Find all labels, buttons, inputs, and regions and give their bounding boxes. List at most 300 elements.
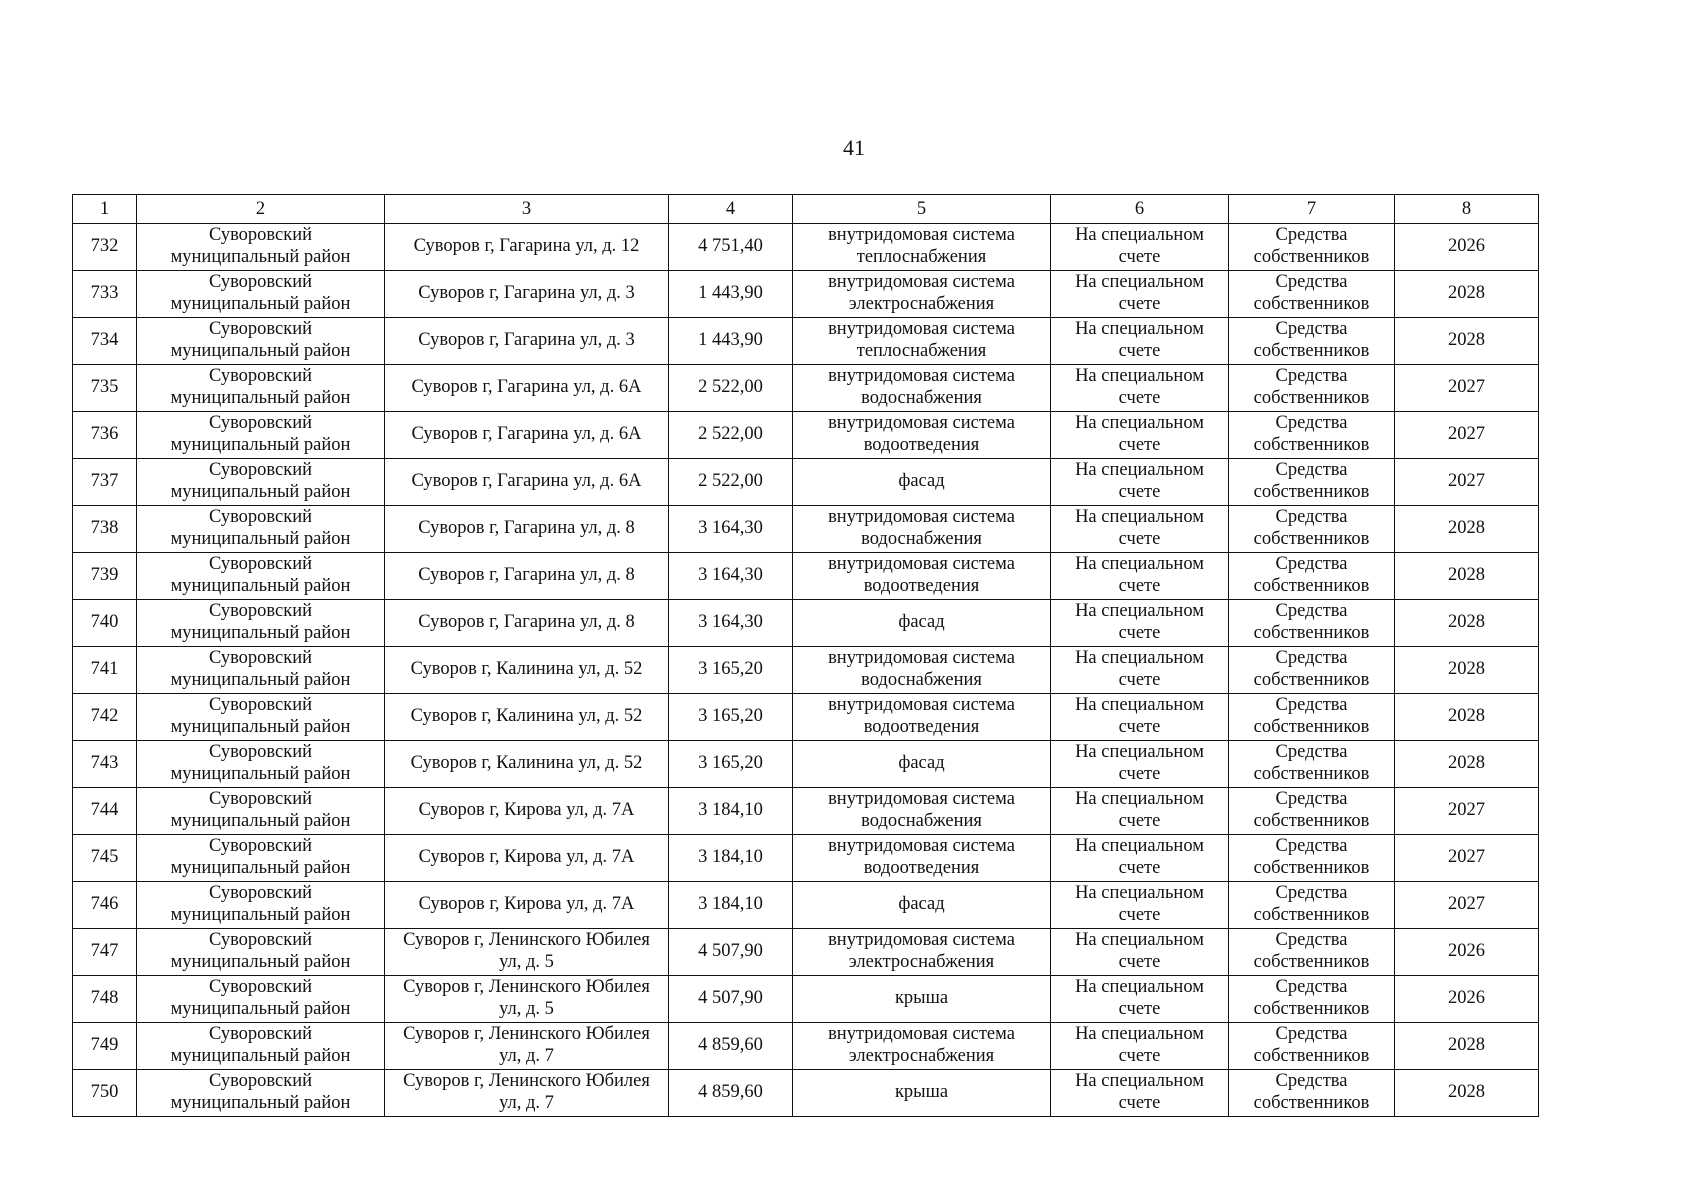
work-type-cell-line: водоснабжения [861, 528, 982, 549]
funding-source-cell [1229, 365, 1395, 412]
table-row [73, 835, 1539, 882]
funding-source-cell-line: Средства [1275, 601, 1348, 621]
row-number-cell: 746 [73, 882, 137, 929]
account-method-cell-line: На специальном [1075, 789, 1204, 809]
account-method-cell-line: На специальном [1075, 977, 1204, 997]
funding-source-cell-line: Средства [1275, 1071, 1348, 1091]
funding-source-cell [1229, 224, 1395, 271]
year-cell: 2027 [1395, 835, 1539, 882]
account-method-cell-line: На специальном [1075, 648, 1204, 668]
table-row [73, 788, 1539, 835]
table-row [73, 600, 1539, 647]
funding-source-cell [1229, 271, 1395, 318]
address-cell [385, 694, 669, 741]
area-cell: 4 507,90 [669, 976, 793, 1023]
address-cell-line: Суворов г, Гагарина ул, д. 3 [418, 329, 635, 350]
work-type-cell-line: внутридомовая система [828, 648, 1015, 668]
district-cell-line: Суворовский [208, 366, 313, 386]
work-type-cell-line: внутридомовая система [828, 836, 1015, 856]
funding-source-cell-line: Средства [1275, 272, 1348, 292]
account-method-cell [1051, 976, 1229, 1023]
area-cell: 3 165,20 [669, 741, 793, 788]
table-row [73, 318, 1539, 365]
district-cell-line: Суворовский [208, 1071, 313, 1091]
district-cell-line: Суворовский [208, 272, 313, 292]
account-method-cell [1051, 929, 1229, 976]
work-type-cell-line: внутридомовая система [828, 554, 1015, 574]
row-number-cell: 736 [73, 412, 137, 459]
column-header-4: 4 [669, 195, 793, 224]
funding-source-cell-line: собственников [1253, 575, 1370, 596]
table-row [73, 976, 1539, 1023]
year-cell: 2026 [1395, 976, 1539, 1023]
district-cell-line: Суворовский [208, 836, 313, 856]
address-cell-line: ул, д. 7 [499, 1092, 554, 1113]
year-cell: 2028 [1395, 1023, 1539, 1070]
address-cell-line: Суворов г, Калинина ул, д. 52 [410, 752, 643, 773]
work-type-cell [793, 788, 1051, 835]
funding-source-cell-line: собственников [1253, 810, 1370, 831]
account-method-cell [1051, 882, 1229, 929]
funding-source-cell-line: собственников [1253, 951, 1370, 972]
work-type-cell-line: водоснабжения [861, 810, 982, 831]
district-cell [137, 318, 385, 365]
district-cell [137, 506, 385, 553]
district-cell [137, 647, 385, 694]
district-cell [137, 788, 385, 835]
account-method-cell-line: счете [1118, 716, 1161, 737]
work-type-cell [793, 271, 1051, 318]
year-cell: 2026 [1395, 929, 1539, 976]
work-type-cell-line: фасад [898, 611, 945, 632]
year-cell: 2027 [1395, 882, 1539, 929]
district-cell [137, 600, 385, 647]
work-type-cell-line: внутридомовая система [828, 366, 1015, 386]
account-method-cell [1051, 835, 1229, 882]
year-cell: 2028 [1395, 741, 1539, 788]
work-type-cell-line: внутридомовая система [828, 789, 1015, 809]
column-header-6: 6 [1051, 195, 1229, 224]
district-cell-line: муниципальный район [170, 669, 351, 690]
district-cell-line: Суворовский [208, 507, 313, 527]
account-method-cell [1051, 412, 1229, 459]
address-cell [385, 1023, 669, 1070]
address-cell-line: Суворов г, Гагарина ул, д. 6А [411, 423, 642, 444]
district-cell-line: муниципальный район [170, 904, 351, 925]
row-number-cell: 734 [73, 318, 137, 365]
account-method-cell-line: На специальном [1075, 695, 1204, 715]
district-cell [137, 271, 385, 318]
account-method-cell-line: счете [1118, 575, 1161, 596]
table-row [73, 224, 1539, 271]
district-cell-line: Суворовский [208, 742, 313, 762]
district-cell-line: муниципальный район [170, 810, 351, 831]
row-number-cell: 749 [73, 1023, 137, 1070]
address-cell [385, 506, 669, 553]
work-type-cell [793, 459, 1051, 506]
area-cell: 3 184,10 [669, 882, 793, 929]
funding-source-cell-line: собственников [1253, 669, 1370, 690]
district-cell-line: Суворовский [208, 1024, 313, 1044]
district-cell-line: муниципальный район [170, 998, 351, 1019]
funding-source-cell-line: собственников [1253, 904, 1370, 925]
address-cell [385, 318, 669, 365]
area-cell: 3 184,10 [669, 835, 793, 882]
district-cell-line: Суворовский [208, 225, 313, 245]
funding-source-cell-line: собственников [1253, 528, 1370, 549]
work-type-cell [793, 882, 1051, 929]
row-number-cell: 745 [73, 835, 137, 882]
district-cell-line: Суворовский [208, 930, 313, 950]
work-type-cell-line: внутридомовая система [828, 1024, 1015, 1044]
funding-source-cell-line: Средства [1275, 883, 1348, 903]
funding-source-cell [1229, 459, 1395, 506]
funding-source-cell-line: Средства [1275, 319, 1348, 339]
account-method-cell [1051, 506, 1229, 553]
account-method-cell-line: счете [1118, 810, 1161, 831]
row-number-cell: 747 [73, 929, 137, 976]
district-cell-line: муниципальный район [170, 434, 351, 455]
year-cell: 2028 [1395, 600, 1539, 647]
column-header-7: 7 [1229, 195, 1395, 224]
table-row [73, 929, 1539, 976]
funding-source-cell-line: Средства [1275, 695, 1348, 715]
funding-source-cell-line: Средства [1275, 554, 1348, 574]
address-cell-line: Суворов г, Ленинского Юбилея [403, 977, 650, 997]
work-type-cell [793, 600, 1051, 647]
funding-source-cell-line: собственников [1253, 763, 1370, 784]
funding-source-cell-line: собственников [1253, 246, 1370, 267]
address-cell [385, 224, 669, 271]
address-cell [385, 412, 669, 459]
work-type-cell [793, 835, 1051, 882]
year-cell: 2028 [1395, 1070, 1539, 1117]
work-type-cell-line: водоснабжения [861, 669, 982, 690]
account-method-cell-line: счете [1118, 763, 1161, 784]
funding-source-cell-line: Средства [1275, 507, 1348, 527]
column-header-2: 2 [137, 195, 385, 224]
year-cell: 2027 [1395, 365, 1539, 412]
year-cell: 2026 [1395, 224, 1539, 271]
funding-source-cell [1229, 694, 1395, 741]
address-cell-line: ул, д. 7 [499, 1045, 554, 1066]
account-method-cell-line: счете [1118, 622, 1161, 643]
account-method-cell-line: На специальном [1075, 460, 1204, 480]
address-cell [385, 271, 669, 318]
funding-source-cell-line: собственников [1253, 387, 1370, 408]
account-method-cell [1051, 365, 1229, 412]
account-method-cell-line: счете [1118, 1045, 1161, 1066]
work-type-cell [793, 976, 1051, 1023]
account-method-cell-line: На специальном [1075, 1071, 1204, 1091]
account-method-cell-line: На специальном [1075, 836, 1204, 856]
work-type-cell [793, 1023, 1051, 1070]
address-cell [385, 882, 669, 929]
area-cell: 3 164,30 [669, 506, 793, 553]
area-cell: 1 443,90 [669, 318, 793, 365]
work-type-cell-line: электроснабжения [848, 293, 995, 314]
funding-source-cell [1229, 1070, 1395, 1117]
row-number-cell: 735 [73, 365, 137, 412]
account-method-cell-line: На специальном [1075, 272, 1204, 292]
address-cell-line: Суворов г, Гагарина ул, д. 3 [418, 282, 635, 303]
district-cell [137, 459, 385, 506]
funding-source-cell-line: собственников [1253, 716, 1370, 737]
account-method-cell-line: счете [1118, 340, 1161, 361]
work-type-cell [793, 412, 1051, 459]
district-cell-line: муниципальный район [170, 951, 351, 972]
address-cell-line: Суворов г, Гагарина ул, д. 8 [418, 564, 635, 585]
address-cell [385, 1070, 669, 1117]
funding-source-cell-line: собственников [1253, 622, 1370, 643]
work-type-cell-line: теплоснабжения [856, 246, 987, 267]
work-type-cell-line: фасад [898, 752, 945, 773]
account-method-cell-line: счете [1118, 857, 1161, 878]
address-cell-line: Суворов г, Ленинского Юбилея [403, 1071, 650, 1091]
account-method-cell-line: счете [1118, 387, 1161, 408]
account-method-cell-line: счете [1118, 669, 1161, 690]
address-cell-line: Суворов г, Ленинского Юбилея [403, 1024, 650, 1044]
account-method-cell [1051, 788, 1229, 835]
work-type-cell [793, 1070, 1051, 1117]
area-cell: 4 507,90 [669, 929, 793, 976]
account-method-cell-line: На специальном [1075, 930, 1204, 950]
district-cell-line: Суворовский [208, 977, 313, 997]
account-method-cell-line: счете [1118, 246, 1161, 267]
work-type-cell [793, 694, 1051, 741]
funding-source-cell-line: собственников [1253, 1092, 1370, 1113]
table-row [73, 506, 1539, 553]
work-type-cell-line: крыша [894, 987, 949, 1008]
funding-source-cell-line: собственников [1253, 857, 1370, 878]
year-cell: 2027 [1395, 788, 1539, 835]
area-cell: 2 522,00 [669, 459, 793, 506]
column-header-5: 5 [793, 195, 1051, 224]
funding-source-cell [1229, 647, 1395, 694]
address-cell [385, 647, 669, 694]
work-type-cell-line: внутридомовая система [828, 272, 1015, 292]
district-cell [137, 412, 385, 459]
funding-source-cell-line: Средства [1275, 977, 1348, 997]
district-cell [137, 1070, 385, 1117]
account-method-cell-line: На специальном [1075, 413, 1204, 433]
capital-repair-table [72, 194, 1539, 1117]
work-type-cell-line: электроснабжения [848, 1045, 995, 1066]
account-method-cell-line: На специальном [1075, 601, 1204, 621]
table-row [73, 271, 1539, 318]
funding-source-cell-line: Средства [1275, 413, 1348, 433]
work-type-cell [793, 506, 1051, 553]
account-method-cell-line: счете [1118, 293, 1161, 314]
header-row [73, 195, 1539, 224]
row-number-cell: 742 [73, 694, 137, 741]
row-number-cell: 739 [73, 553, 137, 600]
work-type-cell-line: водоотведения [863, 716, 980, 737]
year-cell: 2028 [1395, 506, 1539, 553]
district-cell-line: муниципальный район [170, 293, 351, 314]
work-type-cell-line: внутридомовая система [828, 695, 1015, 715]
table-body [73, 224, 1539, 1117]
district-cell-line: Суворовский [208, 413, 313, 433]
funding-source-cell [1229, 506, 1395, 553]
district-cell [137, 694, 385, 741]
table-row [73, 459, 1539, 506]
table-row [73, 882, 1539, 929]
district-cell-line: муниципальный район [170, 857, 351, 878]
address-cell [385, 788, 669, 835]
work-type-cell-line: внутридомовая система [828, 413, 1015, 433]
funding-source-cell-line: Средства [1275, 460, 1348, 480]
column-header-3: 3 [385, 195, 669, 224]
page-number: 41 [843, 135, 865, 160]
district-cell [137, 976, 385, 1023]
funding-source-cell-line: Средства [1275, 742, 1348, 762]
row-number-cell: 741 [73, 647, 137, 694]
address-cell-line: Суворов г, Гагарина ул, д. 6А [411, 376, 642, 397]
district-cell-line: муниципальный район [170, 528, 351, 549]
funding-source-cell [1229, 835, 1395, 882]
address-cell [385, 741, 669, 788]
address-cell-line: Суворов г, Гагарина ул, д. 8 [418, 517, 635, 538]
work-type-cell-line: внутридомовая система [828, 225, 1015, 245]
row-number-cell: 738 [73, 506, 137, 553]
table-row [73, 741, 1539, 788]
work-type-cell-line: водоотведения [863, 434, 980, 455]
year-cell: 2028 [1395, 271, 1539, 318]
work-type-cell-line: водоснабжения [861, 387, 982, 408]
district-cell-line: муниципальный район [170, 340, 351, 361]
account-method-cell-line: На специальном [1075, 554, 1204, 574]
row-number-cell: 733 [73, 271, 137, 318]
district-cell-line: муниципальный район [170, 1092, 351, 1113]
area-cell: 4 859,60 [669, 1023, 793, 1070]
year-cell: 2028 [1395, 318, 1539, 365]
table-row [73, 1023, 1539, 1070]
funding-source-cell-line: собственников [1253, 293, 1370, 314]
area-cell: 3 164,30 [669, 553, 793, 600]
account-method-cell-line: счете [1118, 998, 1161, 1019]
table-row [73, 647, 1539, 694]
row-number-cell: 743 [73, 741, 137, 788]
district-cell-line: муниципальный район [170, 1045, 351, 1066]
funding-source-cell [1229, 553, 1395, 600]
funding-source-cell-line: Средства [1275, 930, 1348, 950]
district-cell-line: Суворовский [208, 648, 313, 668]
funding-source-cell-line: Средства [1275, 366, 1348, 386]
area-cell: 4 859,60 [669, 1070, 793, 1117]
area-cell: 3 165,20 [669, 694, 793, 741]
district-cell-line: Суворовский [208, 460, 313, 480]
row-number-cell: 744 [73, 788, 137, 835]
address-cell-line: Суворов г, Калинина ул, д. 52 [410, 658, 643, 679]
address-cell-line: Суворов г, Гагарина ул, д. 6А [411, 470, 642, 491]
address-cell [385, 976, 669, 1023]
work-type-cell-line: фасад [898, 470, 945, 491]
account-method-cell-line: счете [1118, 904, 1161, 925]
account-method-cell-line: На специальном [1075, 883, 1204, 903]
funding-source-cell-line: Средства [1275, 789, 1348, 809]
table-row [73, 412, 1539, 459]
district-cell-line: Суворовский [208, 695, 313, 715]
work-type-cell-line: внутридомовая система [828, 319, 1015, 339]
district-cell-line: муниципальный район [170, 387, 351, 408]
address-cell [385, 365, 669, 412]
row-number-cell: 737 [73, 459, 137, 506]
district-cell [137, 365, 385, 412]
work-type-cell [793, 741, 1051, 788]
year-cell: 2027 [1395, 412, 1539, 459]
account-method-cell-line: счете [1118, 951, 1161, 972]
account-method-cell [1051, 318, 1229, 365]
account-method-cell-line: счете [1118, 1092, 1161, 1113]
funding-source-cell [1229, 741, 1395, 788]
district-cell-line: муниципальный район [170, 246, 351, 267]
district-cell-line: муниципальный район [170, 481, 351, 502]
funding-source-cell [1229, 929, 1395, 976]
work-type-cell [793, 647, 1051, 694]
district-cell [137, 929, 385, 976]
funding-source-cell [1229, 976, 1395, 1023]
account-method-cell-line: На специальном [1075, 742, 1204, 762]
work-type-cell-line: внутридомовая система [828, 930, 1015, 950]
funding-source-cell-line: собственников [1253, 998, 1370, 1019]
account-method-cell [1051, 694, 1229, 741]
column-header-1: 1 [73, 195, 137, 224]
account-method-cell-line: На специальном [1075, 366, 1204, 386]
area-cell: 2 522,00 [669, 412, 793, 459]
address-cell [385, 459, 669, 506]
funding-source-cell-line: Средства [1275, 836, 1348, 856]
account-method-cell-line: На специальном [1075, 507, 1204, 527]
account-method-cell [1051, 1023, 1229, 1070]
funding-source-cell-line: собственников [1253, 340, 1370, 361]
account-method-cell-line: На специальном [1075, 225, 1204, 245]
address-cell [385, 600, 669, 647]
district-cell-line: муниципальный район [170, 575, 351, 596]
account-method-cell [1051, 647, 1229, 694]
funding-source-cell [1229, 318, 1395, 365]
funding-source-cell-line: собственников [1253, 1045, 1370, 1066]
district-cell [137, 224, 385, 271]
address-cell-line: ул, д. 5 [499, 951, 554, 972]
district-cell-line: муниципальный район [170, 716, 351, 737]
funding-source-cell-line: собственников [1253, 434, 1370, 455]
table-row [73, 553, 1539, 600]
work-type-cell-line: электроснабжения [848, 951, 995, 972]
table-row [73, 365, 1539, 412]
year-cell: 2028 [1395, 553, 1539, 600]
district-cell-line: Суворовский [208, 883, 313, 903]
district-cell-line: Суворовский [208, 789, 313, 809]
row-number-cell: 748 [73, 976, 137, 1023]
area-cell: 3 165,20 [669, 647, 793, 694]
work-type-cell-line: внутридомовая система [828, 507, 1015, 527]
address-cell-line: Суворов г, Кирова ул, д. 7А [418, 799, 635, 820]
funding-source-cell-line: Средства [1275, 1024, 1348, 1044]
funding-source-cell [1229, 788, 1395, 835]
district-cell [137, 1023, 385, 1070]
row-number-cell: 750 [73, 1070, 137, 1117]
area-cell: 3 184,10 [669, 788, 793, 835]
district-cell [137, 741, 385, 788]
address-cell-line: Суворов г, Гагарина ул, д. 12 [413, 235, 640, 256]
year-cell: 2028 [1395, 647, 1539, 694]
account-method-cell [1051, 553, 1229, 600]
address-cell-line: Суворов г, Гагарина ул, д. 8 [418, 611, 635, 632]
account-method-cell [1051, 741, 1229, 788]
work-type-cell-line: крыша [894, 1081, 949, 1102]
work-type-cell [793, 553, 1051, 600]
